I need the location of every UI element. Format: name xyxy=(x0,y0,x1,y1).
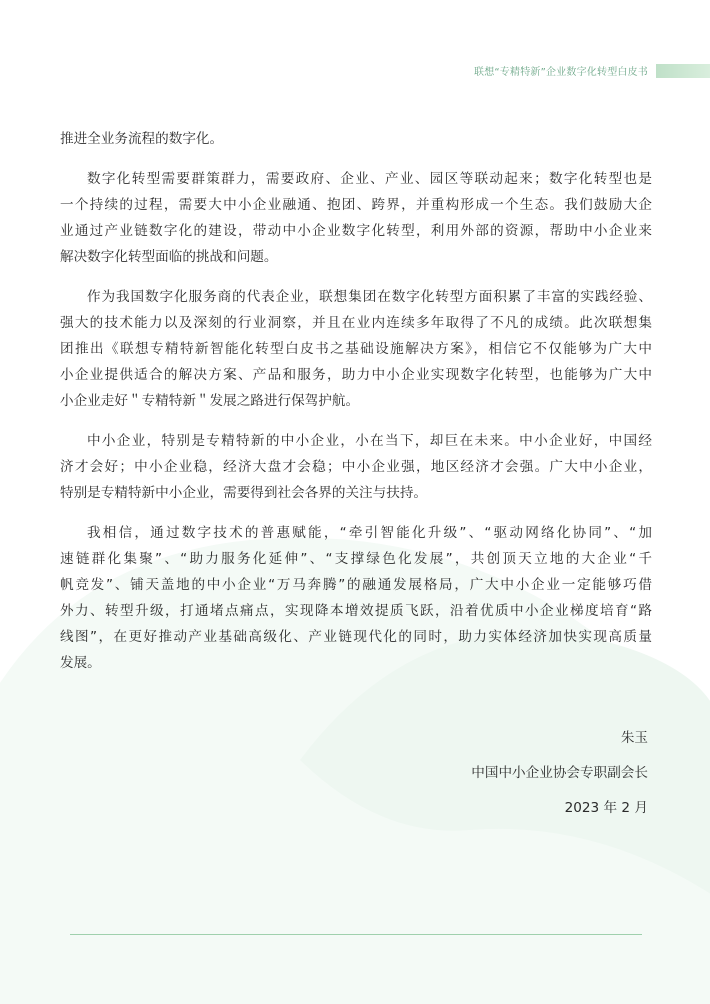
header-accent-bar xyxy=(656,64,710,78)
text-line: 解决数字化转型面临的挑战和问题。 xyxy=(60,249,278,265)
text-line: 中小企业，特别是专精特新的中小企业，小在当下，却巨在未来。中小企业好，中国经 xyxy=(87,433,652,449)
paragraph-2 xyxy=(60,166,652,270)
paragraph-1 xyxy=(60,126,652,152)
text-line: 速链群化集聚”、“助力服务化延伸”、“支撑绿色化发展”，共创顶天立地的大企业“千 xyxy=(60,551,652,567)
text-line: 团推出《联想专精特新智能化转型白皮书之基础设施解决方案》，相信它不仅能够为广大中 xyxy=(60,341,652,357)
page-header xyxy=(0,62,710,80)
footer-rule xyxy=(70,934,642,935)
text-line: 我相信，通过数字技术的普惠赋能，“牵引智能化升级”、“驱动网络化协同”、“加 xyxy=(87,525,652,541)
text-line: 数字化转型需要群策群力，需要政府、企业、产业、园区等联动起来；数字化转型也是 xyxy=(87,171,652,187)
header-title: 联想“专精特新”企业数字化转型白皮书 xyxy=(474,67,648,78)
text-line: 推进全业务流程的数字化。 xyxy=(60,131,224,147)
text-line: 济才会好；中小企业稳，经济大盘才会稳；中小企业强，地区经济才会强。广大中小企业， xyxy=(60,459,652,475)
text-line: 小企业提供适合的解决方案、产品和服务，助力中小企业实现数字化转型，也能够为广大中 xyxy=(60,367,652,383)
signature-date: 2023 年 2 月 xyxy=(564,800,648,816)
text-line: 作为我国数字化服务商的代表企业，联想集团在数字化转型方面积累了丰富的实践经验、 xyxy=(87,289,652,305)
paragraph-5 xyxy=(60,520,652,676)
text-line: 线图”，在更好推动产业基础高级化、产业链现代化的同时，助力实体经济加快实现高质量 xyxy=(60,629,652,645)
text-line: 发展。 xyxy=(60,655,101,671)
text-line: 强大的技术能力以及深刻的行业洞察，并且在业内连续多年取得了不凡的成绩。此次联想集 xyxy=(60,315,652,331)
text-line: 业通过产业链数字化的建设，带动中小企业数字化转型，利用外部的资源，帮助中小企业来 xyxy=(60,223,652,239)
letter-body xyxy=(60,126,652,690)
text-line: 外力、转型升级，打通堵点痛点，实现降本增效提质飞跃，沿着优质中小企业梯度培育“路 xyxy=(60,603,652,619)
text-line: 一个持续的过程，需要大中小企业融通、抱团、跨界，并重构形成一个生态。我们鼓励大企 xyxy=(60,197,652,213)
text-line: 帆竞发”、铺天盖地的中小企业“万马奔腾”的融通发展格局，广大中小企业一定能够巧借 xyxy=(60,577,652,593)
signature-title: 中国中小企业协会专职副会长 xyxy=(471,765,648,781)
text-line: 特别是专精特新中小企业，需要得到社会各界的关注与扶持。 xyxy=(60,485,428,501)
text-line: 小企业走好＂专精特新＂发展之路进行保驾护航。 xyxy=(60,393,360,409)
paragraph-4 xyxy=(60,428,652,506)
paragraph-3 xyxy=(60,284,652,414)
signature-name: 朱玉 xyxy=(620,730,648,746)
